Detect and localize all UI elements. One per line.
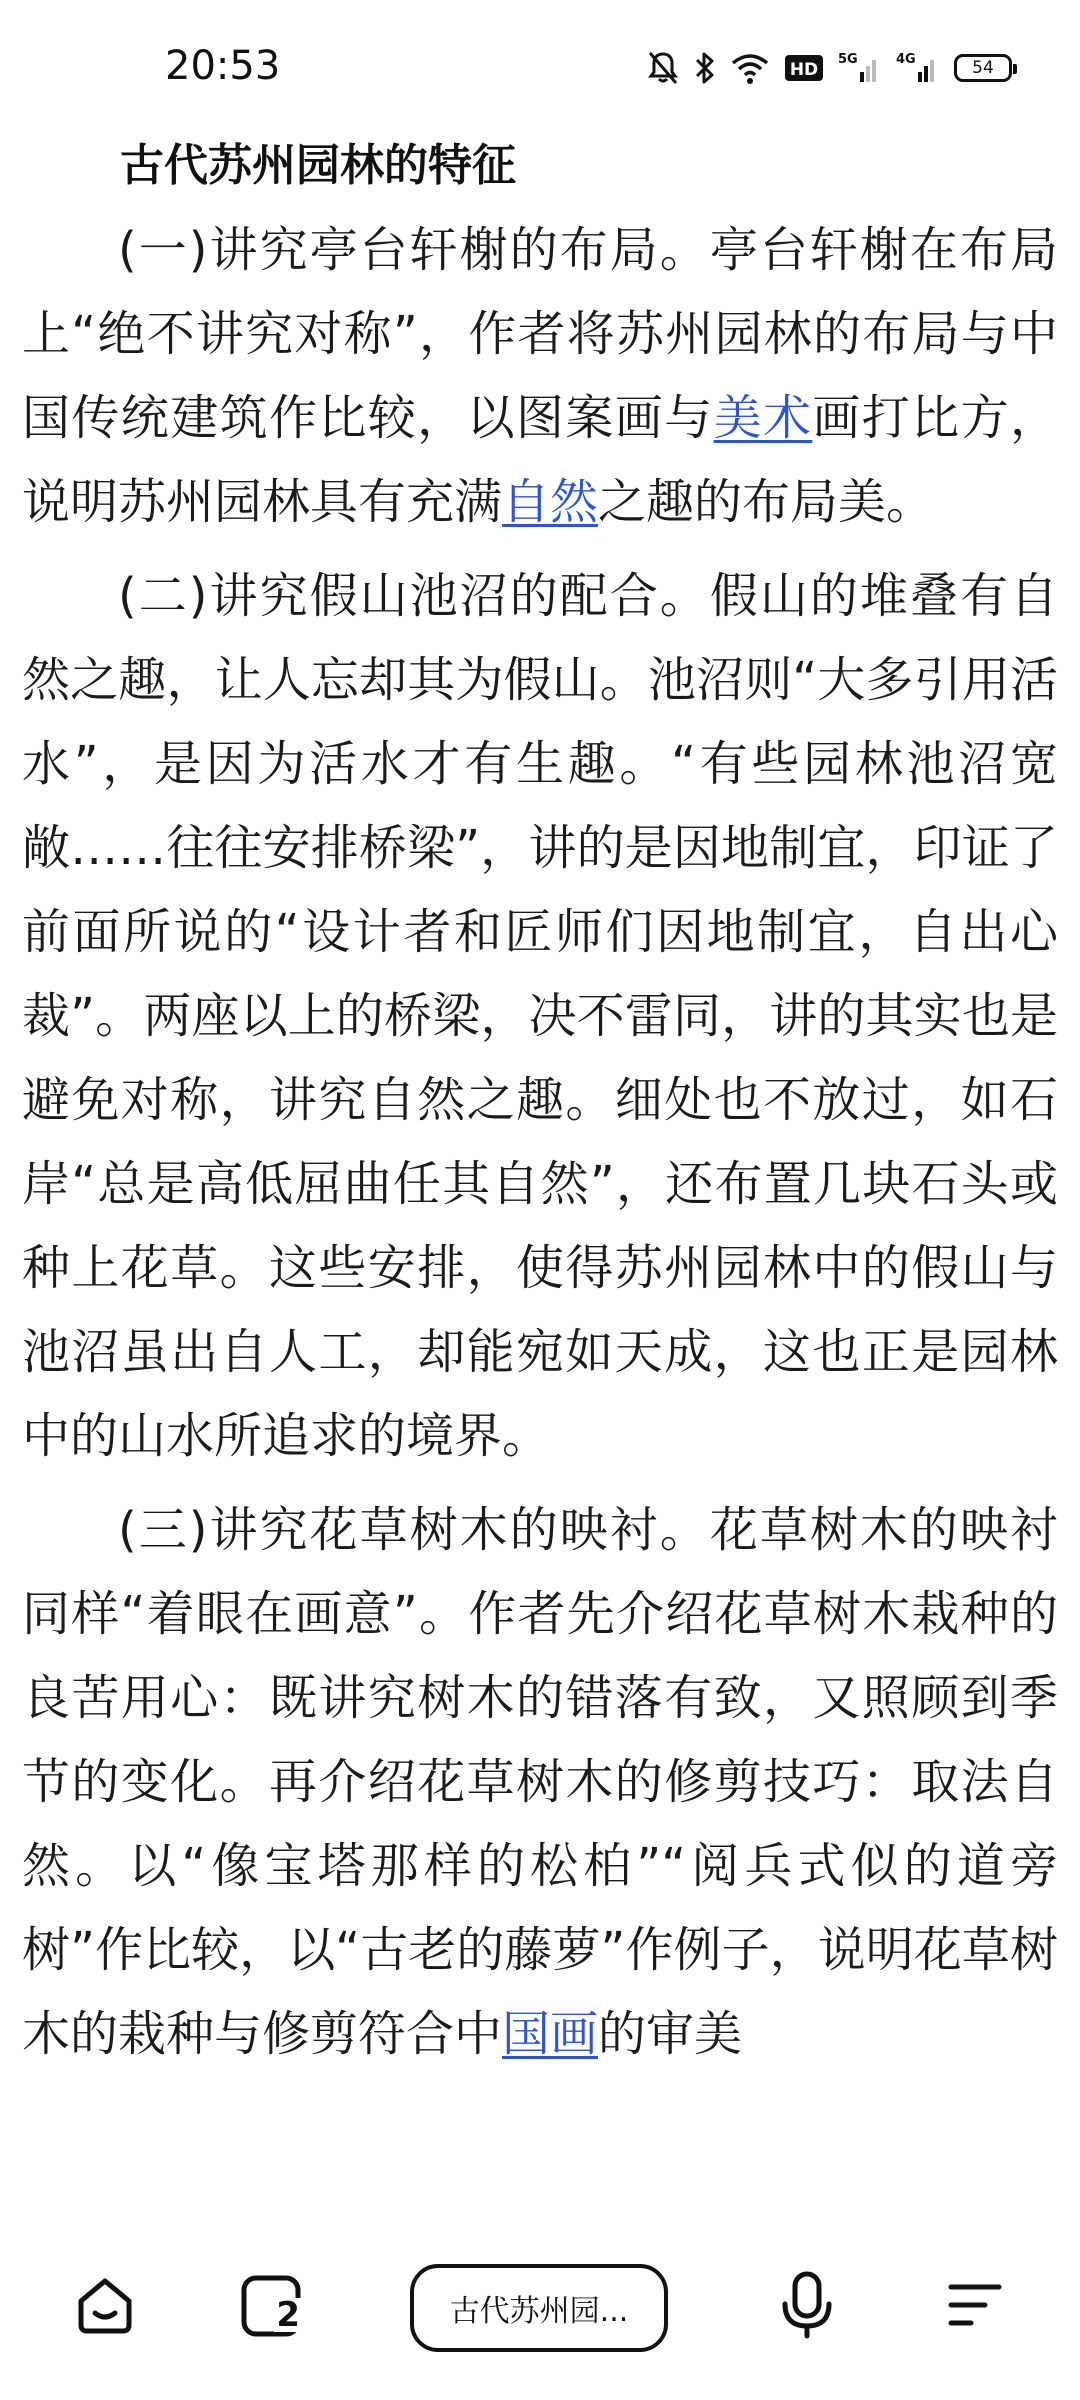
link-guohua[interactable]: 国画 (502, 2006, 599, 2062)
article-content (22, 132, 1058, 2212)
status-bar (0, 0, 1080, 120)
article-title: 古代苏州园林的特征 (120, 140, 516, 191)
paragraph-layout (22, 208, 1058, 544)
tabs-icon (238, 2272, 308, 2342)
paragraph-plants (22, 1488, 1058, 2076)
address-bar-button[interactable] (410, 2264, 668, 2352)
address-label: 古代苏州园... (449, 2294, 629, 2329)
status-time: 20:53 (165, 43, 281, 89)
paragraph-text: (一)讲究亭台轩榭的布局。亭台轩榭在布局上“绝不讲究对称”，作者将苏州园林的布局与中国传统建筑作比较，以图案画与 (22, 222, 1058, 446)
link-meishu[interactable]: 美术 (713, 390, 813, 446)
paragraph-text: 画打比方，说明苏州园林具有充满 (22, 390, 1058, 530)
bottom-navigation (0, 2212, 1080, 2400)
home-button[interactable] (60, 2262, 150, 2352)
link-ziran[interactable]: 自然 (502, 474, 599, 530)
home-icon (73, 2273, 137, 2341)
paragraph-rockery-ponds: (二)讲究假山池沼的配合。假山的堆叠有自然之趣，让人忘却其为假山。池沼则“大多引用活水”，是因为活水才有生趣。“有些园林池沼宽敞……往往安排桥梁”，讲的是因地制宜，印证了前面所说的“设计者和匠师们因地制宜，自出心裁”。两座以上的桥梁，决不雷同，讲的其实也是避免对称，讲究自然之趣。细处也不放过，如石岸“总是高低屈曲任其自然”，还布置几块石头或种上花草。这些安排，使得苏州园林中的假山与池沼虽出自人工，却能宛如天成，这也正是园林中的山水所追求的境界。 (22, 568, 1058, 1464)
paragraph-text: (三)讲究花草树木的映衬。花草树木的映衬同样“着眼在画意”。作者先介绍花草树木栽种的良苦用心：既讲究树木的错落有致，又照顾到季节的变化。再介绍花草树木的修剪技巧：取法自然。以“像宝塔那样的松柏”“阅兵式似的道旁树”作比较，以“古老的藤萝”作例子，说明花草树木的栽种与修剪符合中 (22, 1502, 1058, 2062)
battery-icon (954, 54, 1012, 82)
hd-icon (784, 53, 824, 83)
mute-icon (646, 50, 680, 86)
tab-count: 2 (276, 2295, 300, 2335)
menu-button[interactable] (930, 2262, 1020, 2352)
microphone-icon (779, 2270, 835, 2344)
battery-level: 54 (972, 58, 994, 78)
wifi-icon (730, 51, 770, 85)
svg-text:HD: HD (789, 60, 819, 80)
tabs-button[interactable] (228, 2262, 318, 2352)
signal-5g-icon (838, 50, 882, 86)
bluetooth-icon (694, 50, 716, 86)
svg-text:5G: 5G (838, 52, 858, 67)
menu-icon (945, 2279, 1005, 2335)
voice-search-button[interactable] (762, 2262, 852, 2352)
svg-text:4G: 4G (896, 52, 916, 67)
paragraph-text: 之趣的布局美。 (598, 474, 935, 530)
paragraph-text: 的审美 (598, 2006, 743, 2062)
signal-4g-icon (896, 50, 940, 86)
content-fade (0, 2150, 1080, 2220)
status-icons (646, 48, 1012, 88)
